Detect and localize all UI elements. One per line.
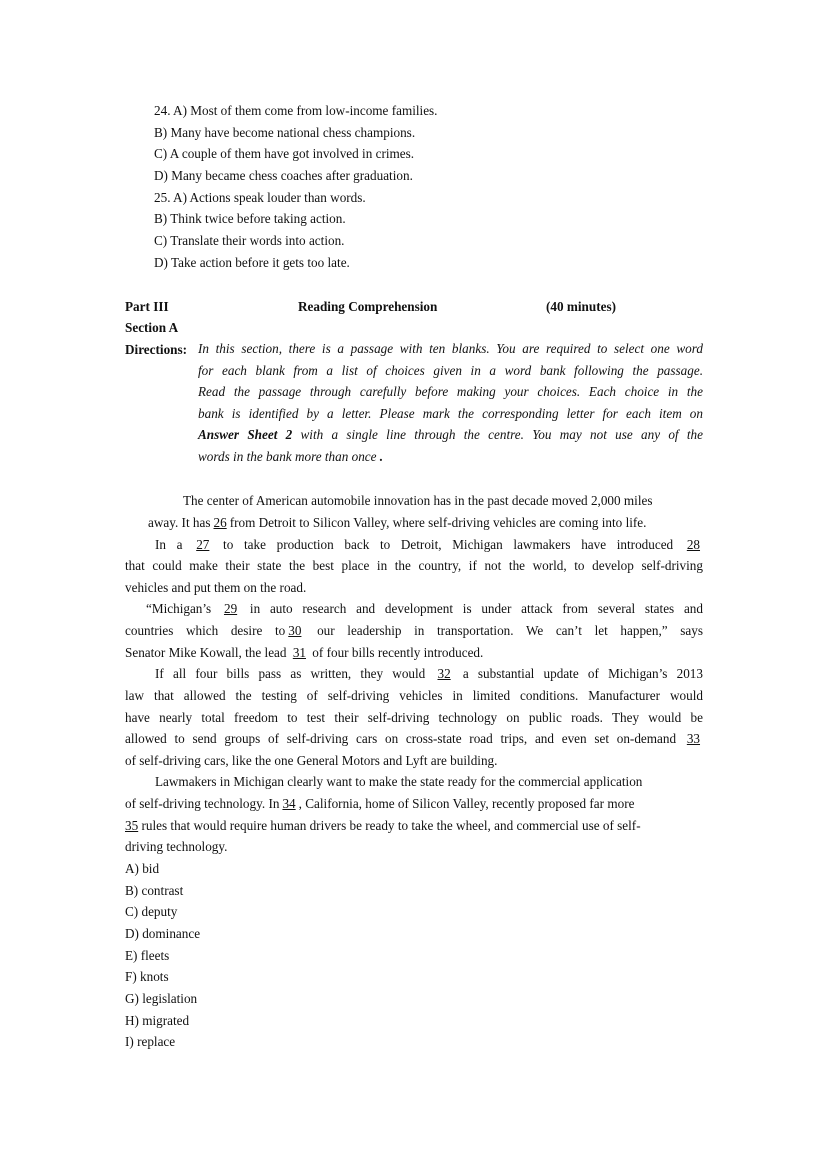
word-option-b: B) contrast — [125, 883, 184, 898]
directions-line-6: words in the bank more than once . — [198, 449, 384, 464]
word-option-d: D) dominance — [125, 926, 201, 941]
passage-p5-line-3: 35 rules that would require human drivers be ready to take the wheel, and commercial use of self- — [125, 818, 641, 833]
blank-26[interactable]: 26 — [213, 515, 227, 530]
word-option-g: G) legislation — [125, 991, 198, 1006]
q25-option-a: 25. A) Actions speak louder than words. — [154, 190, 366, 205]
q24-option-c: C) A couple of them have got involved in crimes. — [154, 146, 415, 161]
directions-line-3: Read the passage through carefully before making your choices. Each choice in the — [198, 384, 703, 399]
passage-p2-line-3: vehicles and put them on the road. — [125, 580, 307, 595]
answer-sheet-ref: Answer Sheet 2 — [198, 427, 293, 442]
blank-28[interactable]: 28 — [686, 537, 701, 552]
q24-option-b: B) Many have become national chess champions. — [154, 125, 416, 140]
passage-p2-line-1: In a 27 to take production back to Detroit, Michigan lawmakers have introduced 28 — [155, 536, 703, 553]
q25-option-b: B) Think twice before taking action. — [154, 211, 346, 226]
directions-line-2: for each blank from a list of choices given in a word bank following the passage. — [198, 363, 703, 378]
word-option-c: C) deputy — [125, 904, 178, 919]
directions-line-5: Answer Sheet 2 with a single line through the centre. You may not use any of the — [198, 427, 703, 442]
passage-p5-line-4: driving technology. — [125, 839, 228, 854]
blank-34[interactable]: 34 — [282, 796, 296, 811]
q24-option-a: 24. A) Most of them come from low-income families. — [154, 103, 438, 118]
word-option-a: A) bid — [125, 861, 160, 876]
blank-29[interactable]: 29 — [223, 601, 238, 616]
word-option-i: I) replace — [125, 1034, 176, 1049]
passage-p3-line-3: Senator Mike Kowall, the lead 31 of four bills recently introduced. — [125, 645, 484, 660]
passage-p4-line-1: If all four bills pass as written, they would 32 a substantial update of Michigan’s 2013 — [155, 666, 703, 681]
passage-p3-line-2: countries which desire to 30 our leadership in transportation. We can’t let happen,” says — [125, 623, 703, 638]
part-label: Part III — [125, 299, 169, 314]
blank-33[interactable]: 33 — [686, 731, 701, 746]
word-option-e: E) fleets — [125, 948, 170, 963]
passage-p3-line-1: “Michigan’s 29 in auto research and development is under attack from several states and — [146, 601, 703, 616]
passage-p4-line-3: have nearly total freedom to test their self-driving technology on public roads. They would be — [125, 710, 703, 725]
q24-option-d: D) Many became chess coaches after graduation. — [154, 168, 413, 183]
word-option-h: H) migrated — [125, 1013, 190, 1028]
blank-35[interactable]: 35 — [125, 818, 139, 833]
directions-label: Directions: — [125, 342, 188, 357]
passage-p4-line-2: law that allowed the testing of self-driving vehicles in limited conditions. Manufacturer would — [125, 688, 703, 703]
word-option-f: F) knots — [125, 969, 169, 984]
part-time: (40 minutes) — [546, 299, 616, 314]
passage-p1-line-2: away. It has 26 from Detroit to Silicon Valley, where self-driving vehicles are coming into life. — [148, 515, 647, 530]
q25-option-d: D) Take action before it gets too late. — [154, 255, 350, 270]
blank-30[interactable]: 30 — [288, 623, 302, 638]
section-label: Section A — [125, 320, 179, 335]
q25-option-c: C) Translate their words into action. — [154, 233, 345, 248]
passage-p4-line-5: of self-driving cars, like the one General Motors and Lyft are building. — [125, 753, 498, 768]
passage-p1-line-1: The center of American automobile innovation has in the past decade moved 2,000 miles — [183, 493, 653, 508]
passage-p4-line-4: allowed to send groups of self-driving cars on cross-state road trips, and even set on-demand 33 — [125, 730, 703, 747]
directions-line-1: In this section, there is a passage with ten blanks. You are required to select one word — [198, 341, 703, 356]
directions-line-4: bank is identified by a letter. Please mark the corresponding letter for each item on — [198, 406, 703, 421]
passage-p5-line-1: Lawmakers in Michigan clearly want to make the state ready for the commercial application — [155, 774, 643, 789]
blank-27[interactable]: 27 — [196, 537, 210, 552]
part-title: Reading Comprehension — [298, 299, 438, 314]
passage-p5-line-2: of self-driving technology. In 34 , California, home of Silicon Valley, recently proposed far more — [125, 796, 635, 811]
passage-p2-line-2: that could make their state the best place in the country, if not the world, to develop self-driving — [125, 558, 703, 573]
blank-31[interactable]: 31 — [292, 645, 306, 660]
blank-32[interactable]: 32 — [437, 666, 451, 681]
